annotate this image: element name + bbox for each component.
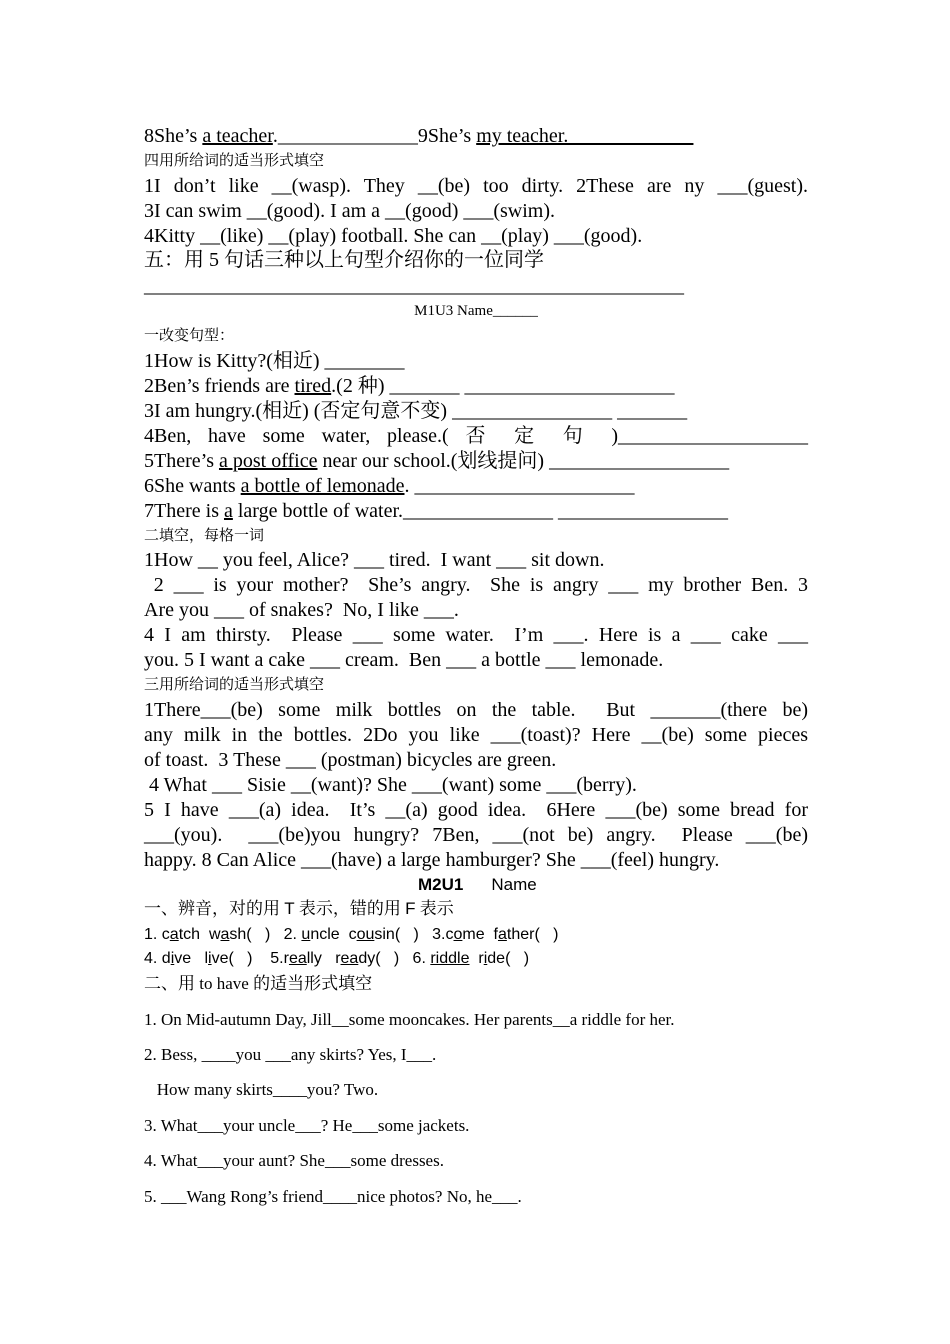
m1u3-part2-line: you. 5 I want a cake ___ cream. Ben ___ a bottle ___ lemonade. [144, 649, 664, 671]
q5-text: 5There’s [144, 450, 219, 472]
q2-blank: .(2 种) _______ _____________________ [331, 375, 675, 397]
m2u1-part2-line: 2. Bess, ____you ___any skirts? Yes, I___. [144, 1045, 437, 1064]
q7-underlined: a [223, 500, 233, 522]
m2u1-title-row [418, 874, 618, 896]
phonics-underlined: a [220, 926, 230, 943]
phonics-underlined: i [483, 950, 488, 967]
q5-blank: near our school.(划线提问) __________________ [317, 450, 730, 472]
m1u3-title: M1U3 Name______ [414, 303, 538, 319]
phonics-underlined: i [170, 950, 175, 967]
phonics-underlined: ea [288, 950, 307, 967]
m2u1-title: M2U1 [418, 875, 464, 894]
phonics-underlined: o [453, 926, 463, 943]
heading-text: 表示，错的用 [294, 899, 406, 918]
phonics-text: dy( ) 6. [358, 950, 431, 967]
m2u1-part2-line: 5. ___Wang Rong’s friend____nice photos? No, he___. [144, 1187, 522, 1206]
m1u3-part2-heading: 二填空，每格一词 [144, 528, 265, 544]
m1u3-q2 [144, 374, 808, 399]
heading-text: to have [199, 974, 249, 993]
section4-line: 4Kitty __(like) __(play) football. She can __(play) ___(good). [144, 225, 643, 247]
m1u3-part3-line: 1There___(be) some milk bottles on the table. But _______(there be) [144, 699, 808, 721]
phonics-text: sin( ) 3.c [374, 926, 454, 943]
section5-heading: 五：用 5 句话三种以上句型介绍你的一位同学 [144, 249, 544, 271]
m1u3-part1-heading: 一改变句型： [144, 328, 235, 344]
m1u3-part2-line: 1How __ you feel, Alice? ___ tired. I want ___ sit down. [144, 549, 605, 571]
phonics-text: me f [462, 926, 498, 943]
phonics-underlined: u [301, 926, 311, 943]
m2u1-part2-line: 3. What___your uncle___? He___some jackets. [144, 1116, 470, 1135]
m2u1-part2-line: 1. On Mid-autumn Day, Jill__some mooncakes. Her parents__a riddle for her. [144, 1010, 675, 1029]
m2u1-part2-line: How many skirts____you? Two. [144, 1080, 379, 1099]
q2-underlined: tired [294, 375, 332, 397]
m1u3-part3-line: of toast. 3 These ___ (postman) bicycles are green. [144, 749, 557, 771]
phonics-text: de( ) [487, 950, 530, 967]
m1u3-q6 [144, 474, 808, 499]
phonics-underlined: ou [356, 926, 375, 943]
phonics-text: ncle c [310, 926, 357, 943]
q9-underlined: my teacher. ____________ [476, 125, 694, 147]
phonics-underlined: riddle [430, 950, 470, 967]
phonics-underlined: a [497, 926, 507, 943]
heading-t: T [284, 899, 295, 918]
q9-text: 9She’s [417, 125, 477, 147]
m1u3-part2-line: 2 ___ is your mother? She’s angry. She is angry ___ my brother Ben. 3 [144, 574, 808, 596]
m2u1-part2-line: 4. What___your aunt? She___some dresses. [144, 1151, 444, 1170]
phonics-text: ve l [174, 950, 209, 967]
m1u3-part3-heading: 三用所给词的适当形式填空 [144, 677, 325, 693]
q7-blank: large bottle of water._______________ _________________ [232, 500, 729, 522]
m1u3-part3-line: happy. 8 Can Alice ___(have) a large hamburger? She ___(feel) hungry. [144, 849, 720, 871]
phonics-text: 1. c [144, 926, 170, 943]
m1u3-q4: 4Ben, have some water, please.( 否 定 句 )___________________ [144, 425, 808, 447]
m2u1-part2-heading [144, 973, 808, 995]
m1u3-q3: 3I am hungry.(相近) (否定句意不变) ________________ _______ [144, 400, 688, 422]
m2u1-phonics-row-2 [144, 948, 808, 970]
phonics-text: ve( ) 5.r [211, 950, 289, 967]
q2-text: 2Ben’s friends are [144, 375, 295, 397]
m2u1-phonics-row-1 [144, 924, 808, 946]
q6-blank: . ______________________ [404, 475, 635, 497]
m1u3-q7 [144, 499, 808, 524]
section4-line: 3I can swim __(good). I am a __(good) ___(swim). [144, 200, 556, 222]
phonics-underlined: ea [340, 950, 359, 967]
q8-text: 8She’s [144, 125, 203, 147]
phonics-text: tch w [178, 926, 221, 943]
m1u3-part2-line: Are you ___ of snakes? No, I like ___. [144, 599, 459, 621]
q7-text: 7There is [144, 500, 224, 522]
phonics-text: r [469, 950, 484, 967]
m1u3-part2-line: 4 I am thirsty. Please ___ some water. I’m ___. Here is a ___ cake ___ [144, 624, 808, 646]
m1u3-part3-line: any milk in the bottles. 2Do you like ___(toast)? Here __(be) some pieces [144, 724, 808, 746]
heading-text: 的适当形式填空 [248, 974, 373, 993]
phonics-text: ther( ) [506, 926, 559, 943]
m2u1-part1-heading [144, 898, 808, 920]
q6-text: 6She wants [144, 475, 241, 497]
heading-text: 一、辨音，对的用 [144, 899, 285, 918]
phonics-underlined: a [169, 926, 179, 943]
phonics-text: lly r [306, 950, 341, 967]
heading-f: F [405, 899, 416, 918]
m1u3-q5 [144, 449, 808, 474]
heading-text: 表示 [415, 899, 454, 918]
section4-heading: 四用所给词的适当形式填空 [144, 153, 325, 169]
section4-line: 1I don’t like __(wasp). They __(be) too dirty. 2These are ny ___(guest). [144, 175, 808, 197]
q5-underlined: a post office [218, 450, 318, 472]
phonics-text: sh( ) 2. [229, 926, 302, 943]
heading-text: 二、用 [144, 974, 200, 993]
m1u3-part3-line: ___(you). ___(be)you hungry? 7Ben, ___(not be) angry. Please ___(be) [144, 824, 808, 846]
phonics-underlined: i [208, 950, 212, 967]
m1u3-part3-line: 4 What ___ Sisie __(want)? She ___(want) some ___(berry). [144, 774, 637, 796]
section5-blank: ______________________________________________________ [144, 275, 684, 297]
question-8-9 [144, 124, 808, 149]
phonics-text: 4. d [144, 950, 171, 967]
q8-blank: .______________ [272, 125, 418, 147]
m1u3-q1: 1How is Kitty?(相近) ________ [144, 350, 405, 372]
m2u1-name-label: Name [491, 875, 537, 894]
q6-underlined: a bottle of lemonade [240, 475, 405, 497]
q8-underlined: a teacher [202, 125, 273, 147]
m1u3-part3-line: 5 I have ___(a) idea. It’s __(a) good idea. 6Here ___(be) some bread for [144, 799, 808, 821]
